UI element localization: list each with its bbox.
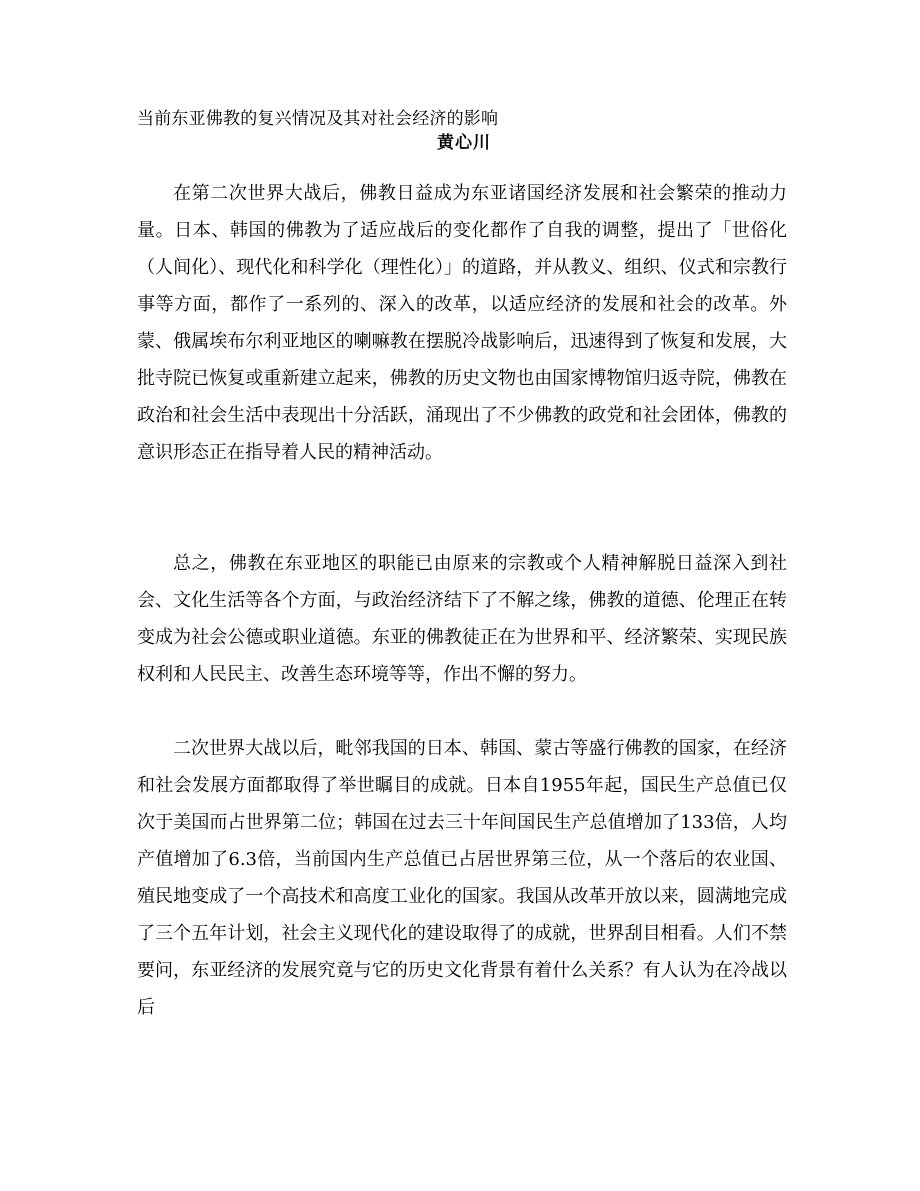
paragraph-2: 总之，佛教在东亚地区的职能已由原来的宗教或个人精神解脱日益深入到社会、文化生活等各个方面，与政治经济结下了不解之缘，佛教的道德、伦理正在转变成为社会公德或职业道德。东亚的佛教徒正在为世界和平、经济繁荣、实现民族权利和人民民主、改善生态环境等等，作出不懈的努力。: [137, 553, 787, 685]
paragraph-1: 在第二次世界大战后，佛教日益成为东亚诸国经济发展和社会繁荣的推动力量。日本、韩国的佛教为了适应战后的变化都作了自我的调整，提出了「世俗化（人间化）、现代化和科学化（理性化）」的道路，并从教义、组织、仪式和宗教行事等方面，都作了一系列的、深入的改革，以适应经济的发展和社会的改革。外蒙、俄属埃布尔利亚地区的喇嘛教在摆脱冷战影响后，迅速得到了恢复和发展，大批寺院已恢复或重新建立起来，佛教的历史文物也由国家博物馆归返寺院，佛教在政治和社会生活中表现出十分活跃，涌现出了不少佛教的政党和社会团体，佛教的意识形态正在指导着人民的精神活动。: [137, 183, 787, 463]
document-author: 黄心川: [437, 133, 491, 153]
paragraph-3: 二次世界大战以后，毗邻我国的日本、韩国、蒙古等盛行佛教的国家，在经济和社会发展方面都取得了举世瞩目的成就。日本自1955年起，国民生产总值已仅次于美国而占世界第二位；韩国在过去三十年间国民生产总值增加了133倍，人均产值增加了6.3倍，当前国内生产总值已占居世界第三位，从一个落后的农业国、殖民地变成了一个高技术和高度工业化的国家。我国从改革开放以来，圆满地完成了三个五年计划，社会主义现代化的建设取得了的成就，世界刮目相看。人们不禁要问，东亚经济的发展究竟与它的历史文化背景有着什么关系？有人认为在冷战以后: [137, 738, 787, 1018]
document-title: 当前东亚佛教的复兴情况及其对社会经济的影响: [137, 109, 499, 129]
